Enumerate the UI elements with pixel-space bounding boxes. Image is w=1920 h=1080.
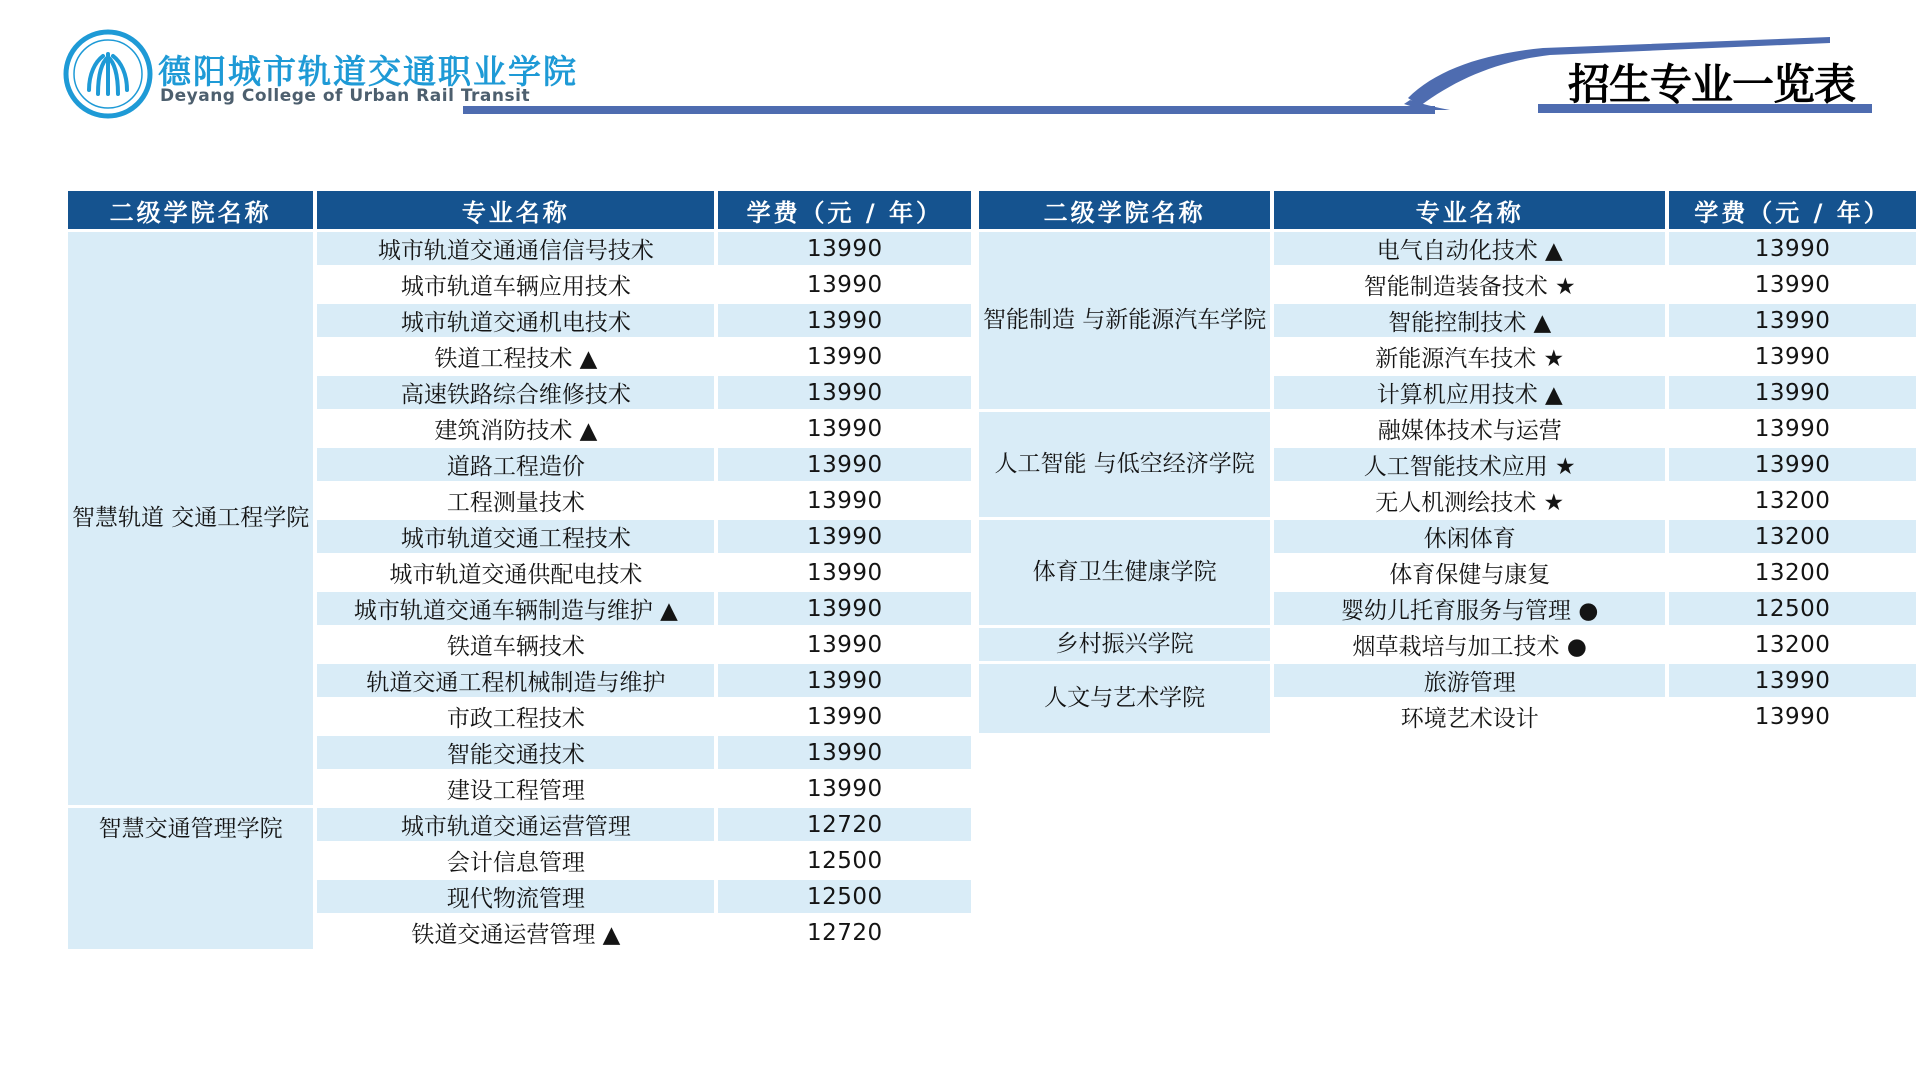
college-name-en: Deyang College of Urban Rail Transit xyxy=(160,86,531,106)
tuition-fee-cell: 12500 xyxy=(718,880,971,913)
tuition-fee-cell: 13990 xyxy=(1669,304,1916,337)
major-name-cell: 烟草栽培与加工技术 ● xyxy=(1352,634,1587,660)
major-name-cell: 智能交通技术 xyxy=(317,736,714,769)
tuition-fee-cell: 13990 xyxy=(1754,703,1831,730)
major-name-cell: 会计信息管理 xyxy=(446,850,585,876)
tuition-fee-cell: 13990 xyxy=(718,664,971,697)
tuition-fee-cell: 13990 xyxy=(806,271,883,298)
table-header-row xyxy=(979,191,1916,229)
college-name-cell: 人工智能 与低空经济学院 xyxy=(979,412,1270,517)
tuition-fee-cell: 13990 xyxy=(718,376,971,409)
tuition-fee-cell: 13990 xyxy=(1754,271,1831,298)
tuition-fee-cell: 13200 xyxy=(1754,487,1831,514)
fee-table-right xyxy=(975,188,1920,736)
page-title: 招生专业一览表 xyxy=(1568,60,1856,109)
tuition-fee-cell: 13990 xyxy=(1754,343,1831,370)
tuition-fee-cell: 13990 xyxy=(806,487,883,514)
table-header-row xyxy=(68,191,971,229)
tuition-fee-cell: 13990 xyxy=(1669,664,1916,697)
header-rule-left xyxy=(463,106,1435,114)
tuition-fee-cell: 13200 xyxy=(1754,631,1831,658)
major-name-cell: 智能控制技术 ▲ xyxy=(1274,304,1665,337)
tuition-fee-cell: 12720 xyxy=(806,919,883,946)
major-name-cell: 旅游管理 xyxy=(1274,664,1665,697)
column-header: 专业名称 xyxy=(1274,191,1665,229)
college-name-cell: 乡村振兴学院 xyxy=(979,628,1270,661)
major-name-cell: 铁道交通运营管理 ▲ xyxy=(411,922,621,948)
tuition-fee-cell: 13990 xyxy=(1669,376,1916,409)
tuition-fee-cell: 13990 xyxy=(1669,448,1916,481)
column-header: 专业名称 xyxy=(317,191,714,229)
column-header: 二级学院名称 xyxy=(979,191,1270,229)
major-name-cell: 人工智能技术应用 ★ xyxy=(1274,448,1665,481)
tuition-fee-cell: 13990 xyxy=(718,736,971,769)
tuition-fee-cell: 13990 xyxy=(806,343,883,370)
fee-table-left xyxy=(64,188,975,952)
major-name-cell: 休闲体育 xyxy=(1274,520,1665,553)
tuition-fee-cell: 13990 xyxy=(1669,232,1916,265)
table-row xyxy=(979,412,1916,445)
tuition-fee-cell: 13990 xyxy=(806,559,883,586)
column-header: 二级学院名称 xyxy=(68,191,313,229)
major-name-cell: 铁道工程技术 ▲ xyxy=(434,346,598,372)
table-header-row xyxy=(979,191,1916,229)
college-name-cell: 智能制造 与新能源汽车学院 xyxy=(979,232,1270,409)
major-name-cell: 城市轨道交通运营管理 xyxy=(317,808,714,841)
major-name-cell: 计算机应用技术 ▲ xyxy=(1274,376,1665,409)
major-name-cell: 铁道车辆技术 xyxy=(446,634,585,660)
left-table-container xyxy=(64,188,975,952)
tuition-fee-cell: 13200 xyxy=(1669,520,1916,553)
tuition-fee-cell: 13990 xyxy=(718,232,971,265)
right-table-container xyxy=(975,188,1920,736)
major-name-cell: 无人机测绘技术 ★ xyxy=(1375,490,1565,516)
major-name-cell: 城市轨道交通通信信号技术 xyxy=(317,232,714,265)
major-name-cell: 工程测量技术 xyxy=(446,490,585,516)
tuition-fee-cell: 13990 xyxy=(806,415,883,442)
column-header: 学费（元 / 年） xyxy=(718,191,971,229)
major-name-cell: 电气自动化技术 ▲ xyxy=(1274,232,1665,265)
college-name-cell: 智慧轨道 交通工程学院 xyxy=(68,232,313,805)
tuition-fee-cell: 13990 xyxy=(806,631,883,658)
major-name-cell: 新能源汽车技术 ★ xyxy=(1375,346,1565,372)
major-name-cell: 市政工程技术 xyxy=(446,706,585,732)
tuition-fee-cell: 13990 xyxy=(718,592,971,625)
table-row xyxy=(979,232,1916,265)
table-row xyxy=(979,664,1916,697)
tuition-fee-cell: 13200 xyxy=(1754,559,1831,586)
major-name-cell: 城市轨道交通供配电技术 xyxy=(389,562,643,588)
major-name-cell: 城市轨道交通工程技术 xyxy=(317,520,714,553)
table-row xyxy=(979,628,1916,661)
column-header: 学费（元 / 年） xyxy=(1669,191,1916,229)
table-row xyxy=(68,808,971,841)
tuition-fee-cell: 13990 xyxy=(806,703,883,730)
tuition-fee-cell: 12500 xyxy=(1669,592,1916,625)
tuition-fee-cell: 13990 xyxy=(718,520,971,553)
major-name-cell: 建筑消防技术 ▲ xyxy=(434,418,598,444)
college-name-cell: 智慧交通管理学院 xyxy=(68,808,313,949)
major-name-cell: 高速铁路综合维修技术 xyxy=(317,376,714,409)
major-name-cell: 城市轨道交通机电技术 xyxy=(317,304,714,337)
major-name-cell: 体育保健与康复 xyxy=(1389,562,1551,588)
college-seal-logo xyxy=(62,28,154,120)
major-name-cell: 环境艺术设计 xyxy=(1400,706,1539,732)
table-header-row xyxy=(68,191,971,229)
college-name-cell: 人文与艺术学院 xyxy=(979,664,1270,733)
major-name-cell: 城市轨道车辆应用技术 xyxy=(400,274,631,300)
major-name-cell: 智能制造装备技术 ★ xyxy=(1363,274,1576,300)
tuition-fee-cell: 13990 xyxy=(718,304,971,337)
major-name-cell: 现代物流管理 xyxy=(317,880,714,913)
tuition-fee-cell: 13990 xyxy=(718,448,971,481)
major-name-cell: 融媒体技术与运营 xyxy=(1377,418,1562,444)
tuition-fee-cell: 13990 xyxy=(806,775,883,802)
table-row xyxy=(979,520,1916,553)
college-name-cell: 体育卫生健康学院 xyxy=(979,520,1270,625)
tuition-fee-cell: 12500 xyxy=(806,847,883,874)
tuition-fee-cell: 13990 xyxy=(1754,415,1831,442)
table-row xyxy=(68,232,971,265)
major-name-cell: 轨道交通工程机械制造与维护 xyxy=(317,664,714,697)
major-name-cell: 建设工程管理 xyxy=(446,778,585,804)
major-name-cell: 道路工程造价 xyxy=(317,448,714,481)
major-name-cell: 婴幼儿托育服务与管理 ● xyxy=(1274,592,1665,625)
college-name-zh: 德阳城市轨道交通职业学院 xyxy=(158,52,578,91)
major-name-cell: 城市轨道交通车辆制造与维护 ▲ xyxy=(317,592,714,625)
tuition-fee-cell: 12720 xyxy=(718,808,971,841)
